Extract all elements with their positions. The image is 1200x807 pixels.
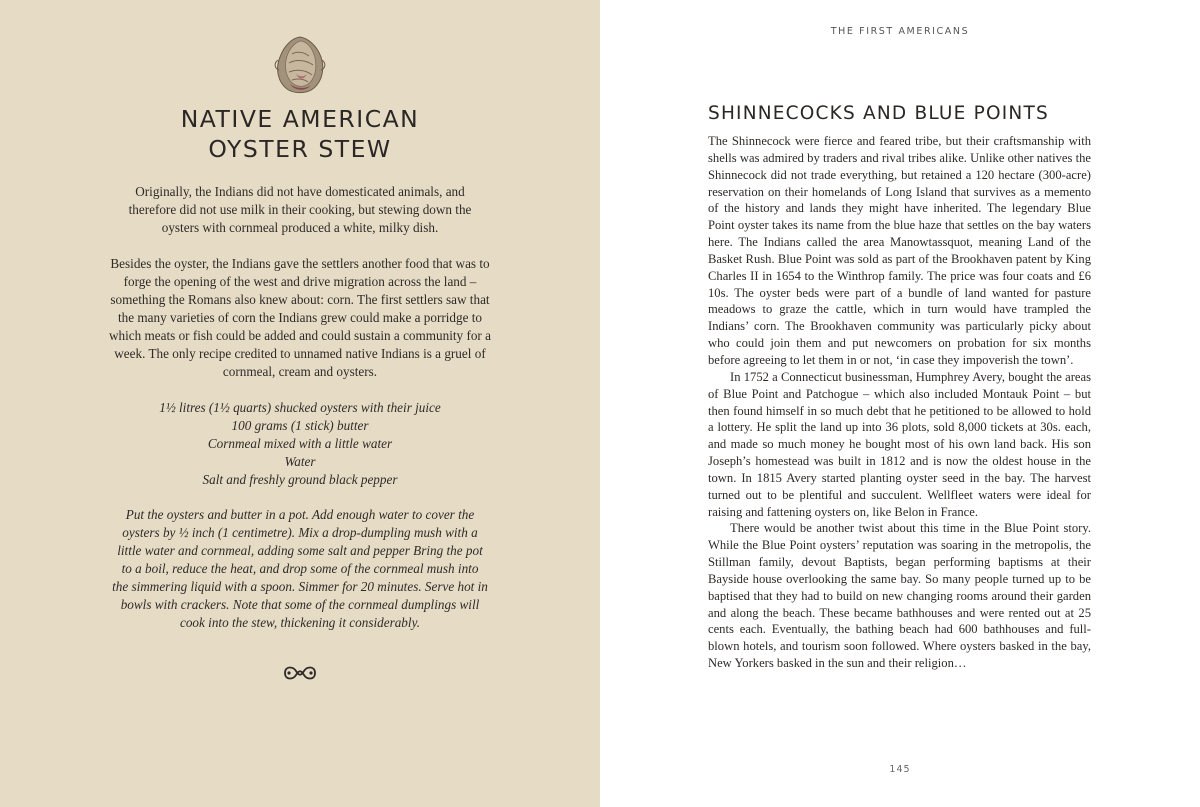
recipe-title bbox=[100, 104, 500, 164]
ingredient-item: 1½ litres (1½ quarts) shucked oysters with their juice bbox=[159, 400, 441, 415]
intro-paragraph: Originally, the Indians did not have domesticated animals, and therefore did not use milk in their cooking, but stewing down the oysters with cornmeal produced a white, milky dish. bbox=[128, 184, 472, 235]
body-paragraph: There would be another twist about this time in the Blue Point story. While the Blue Point oysters’ reputation was soaring in the metropolis, the Stillman family, devout Baptists, began performing baptisms at their Bayside house overlooking the same bay. So many people turned up to be baptised that they had to build on new changing rooms around their garden and along the beach. These became bathhouses and were rented out at 25 cents each. Eventually, the bathing beach had 600 bathhouses and full-blown hotels, and tourism soon followed. Where oysters basked in the bay, New Yorkers basked in the sun and their religion… bbox=[708, 521, 1091, 671]
flourish-ornament-icon bbox=[282, 662, 318, 684]
body-paragraph: The Shinnecock were fierce and feared tribe, but their craftsmanship with shells was admired by traders and rival tribes alike. Unlike other natives the Shinnecock did not trade everything, but retained a 120 hectare (300-acre) reservation on their homelands of Long Island that survives as a memento of the history and lands they might have inherited. The legendary Blue Point oyster takes its name from the blue haze that settles on the bay waters here. The Indians called the area Manowtassquot, meaning Land of the Basket Rush. Blue Point was sold as part of the Brookhaven patent by King Charles II in 1654 to the Winthrop family. The price was four coats and £6 10s. The oyster beds were part of a bundle of land wanted for pasture meadows to graze the cattle, which in turn would have trampled the Indians’ corn. The Brookhaven community was particularly picky about who could join them and put newcomers on probation for six months before agreeing to let them in or not, ‘in case they impoverish the town’. bbox=[708, 134, 1091, 367]
oyster-shell-icon bbox=[270, 34, 330, 96]
ingredient-item: Salt and freshly ground black pepper bbox=[202, 472, 398, 487]
ingredient-list bbox=[100, 399, 500, 489]
body-paragraph: In 1752 a Connecticut businessman, Humphrey Avery, bought the areas of Blue Point and Patchogue – which also included Montauk Point – but then found himself in so much debt that he petitioned to be allowed to hold a lottery. He split the land up into 36 plots, sold 8,000 tickets at 30s. each, and made so much money he bought most of his own land back. His son Joseph’s homestead was built in 1812 and is now the oldest house in the town. In 1815 Avery started planting oyster seed in the bay. The harvest turned out to be plentiful and succulent. Wellfleet waters were ideal for raising and fattening oysters on, like Belon in France. bbox=[708, 369, 1091, 519]
method-instructions: Put the oysters and butter in a pot. Add enough water to cover the oysters by ½ inch (1 centimetre). Mix a drop-dumpling mush with a little water and cornmeal, adding some salt and pepper Bring the pot to a boil, reduce the heat, and drop some of the cornmeal mush into the simmering liquid with a spoon. Simmer for 20 minutes. Serve hot in bowls with crackers. Note that some of the cornmeal dumplings will cook into the stew, thickening it considerably. bbox=[112, 507, 488, 630]
recipe-title-line-2: OYSTER STEW bbox=[208, 135, 392, 163]
ingredient-item: Cornmeal mixed with a little water bbox=[207, 436, 393, 451]
ingredient-item: Water bbox=[284, 454, 316, 469]
running-head: THE FIRST AMERICANS bbox=[830, 26, 970, 37]
section-title: SHINNECOCKS AND BLUE POINTS bbox=[708, 103, 1049, 124]
right-page bbox=[600, 0, 1200, 807]
page-number: 145 bbox=[889, 764, 911, 775]
body-text bbox=[708, 133, 1091, 672]
ingredient-item: 100 grams (1 stick) butter bbox=[231, 418, 369, 433]
intro-paragraph: Besides the oyster, the Indians gave the settlers another food that was to forge the opening of the west and drive migration across the land – something the Romans also knew about: corn. The first settlers saw that the many varieties of corn the Indians grew could make a porridge to which meats or fish could be added and could sustain a community for a week. The only recipe credited to unnamed native Indians is a gruel of cornmeal, cream and oysters. bbox=[109, 256, 491, 379]
recipe-title-line-1: NATIVE AMERICAN bbox=[180, 105, 420, 133]
